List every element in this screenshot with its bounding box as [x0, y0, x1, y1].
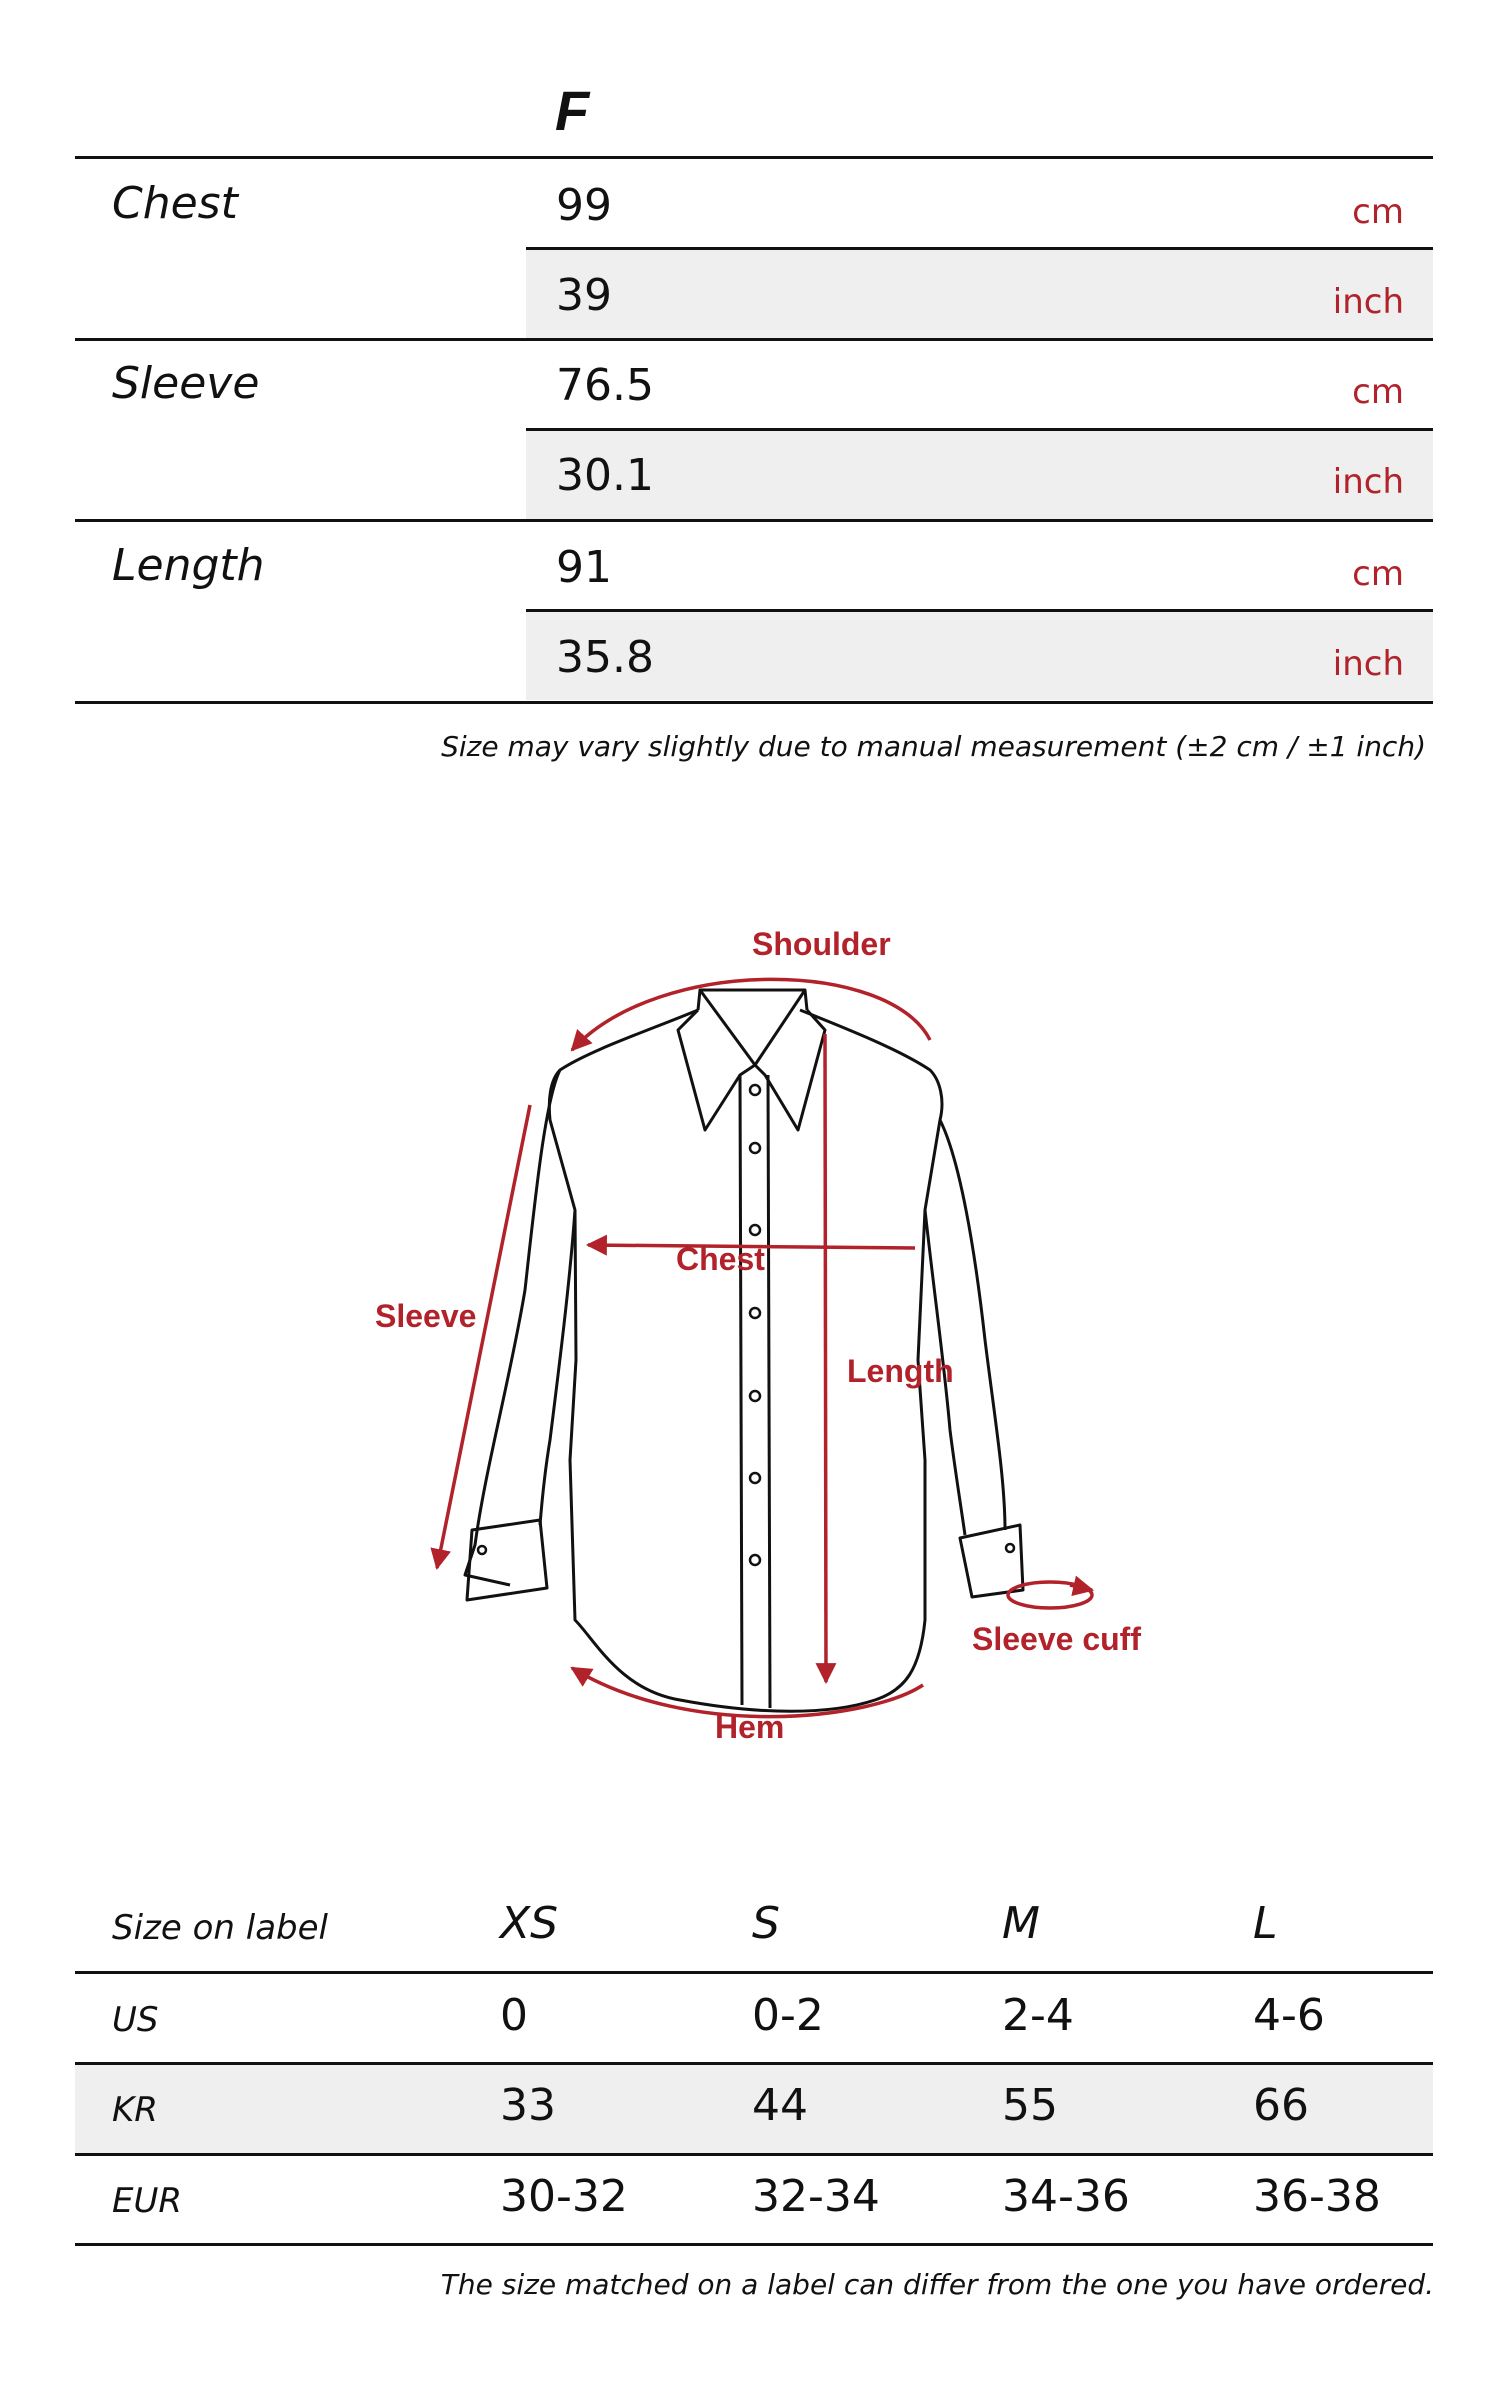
unit-inch: inch [1332, 462, 1404, 502]
chest-cm-value: 99 [556, 180, 612, 231]
eur-xs: 30-32 [500, 2171, 628, 2222]
size-m-header: M [1002, 1898, 1040, 1949]
length-inch-value: 35.8 [556, 632, 654, 683]
chest-inch-value: 39 [556, 270, 612, 321]
sleeve-cm-value: 76.5 [556, 360, 654, 411]
shirt-outline [465, 990, 1023, 1711]
size-l-header: L [1253, 1898, 1278, 1949]
table-subrule [526, 428, 1433, 431]
length-cm-value: 91 [556, 542, 612, 593]
kr-row-label: KR [112, 2090, 158, 2130]
sleeve-label: Sleeve [112, 358, 260, 409]
us-row-label: US [112, 2000, 159, 2040]
us-s: 0-2 [752, 1990, 824, 2041]
row-shade [526, 431, 1433, 519]
kr-s: 44 [752, 2080, 808, 2131]
row-shade [526, 250, 1433, 338]
eur-m: 34-36 [1002, 2171, 1130, 2222]
us-l: 4-6 [1253, 1990, 1325, 2041]
table-rule [75, 2243, 1433, 2246]
chest-label: Chest [112, 178, 238, 229]
us-m: 2-4 [1002, 1990, 1074, 2041]
table-rule [75, 338, 1433, 341]
unit-inch: inch [1332, 644, 1404, 684]
unit-cm: cm [1352, 554, 1404, 594]
table-rule [75, 519, 1433, 522]
length-label: Length [112, 540, 265, 591]
eur-l: 36-38 [1253, 2171, 1381, 2222]
length-diagram-label: Length [847, 1353, 954, 1389]
table-rule [75, 1971, 1433, 1974]
measurement-note: Size may vary slightly due to manual measurement (±2 cm / ±1 inch) [441, 730, 1426, 763]
size-heading: F [555, 79, 590, 142]
length-arrow [825, 1034, 826, 1682]
table-subrule [526, 247, 1433, 250]
table-rule [75, 156, 1433, 159]
kr-xs: 33 [500, 2080, 556, 2131]
hem-label: Hem [715, 1709, 785, 1745]
sleeve-diagram-label: Sleeve [375, 1298, 477, 1334]
sleeve-inch-value: 30.1 [556, 450, 654, 501]
table-rule [75, 701, 1433, 704]
eur-s: 32-34 [752, 2171, 880, 2222]
unit-cm: cm [1352, 372, 1404, 412]
unit-cm: cm [1352, 192, 1404, 232]
table-rule [75, 2153, 1433, 2156]
size-s-header: S [752, 1898, 780, 1949]
shirt-diagram [360, 900, 1200, 1780]
table-subrule [526, 609, 1433, 612]
eur-row-label: EUR [112, 2181, 182, 2221]
size-on-label-header: Size on label [112, 1908, 328, 1948]
shoulder-label: Shoulder [752, 926, 891, 962]
conversion-note: The size matched on a label can differ from the one you have ordered. [440, 2268, 1434, 2301]
row-shade [526, 612, 1433, 700]
unit-inch: inch [1332, 282, 1404, 322]
us-xs: 0 [500, 1990, 528, 2041]
chest-diagram-label: Chest [676, 1241, 765, 1277]
sleeve-cuff-label: Sleeve cuff [972, 1621, 1141, 1657]
kr-l: 66 [1253, 2080, 1309, 2131]
kr-m: 55 [1002, 2080, 1058, 2131]
size-xs-header: XS [500, 1898, 559, 1949]
